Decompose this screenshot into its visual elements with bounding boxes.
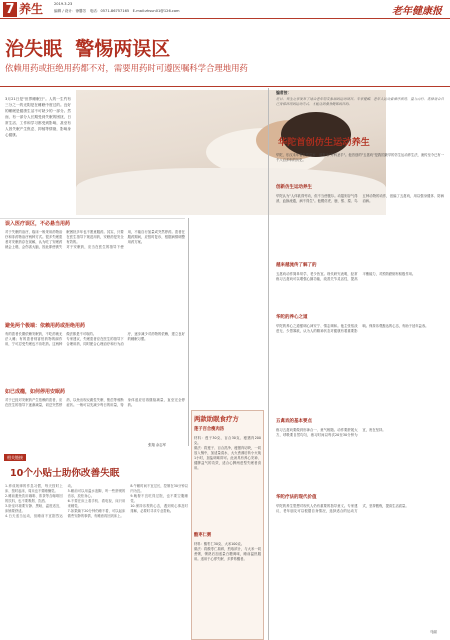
- right-section-head-2: 越来越流传了解了的: [276, 263, 317, 268]
- column-divider: [188, 218, 189, 446]
- title-rule: [0, 86, 450, 87]
- tips-body: 1.养成规律的作息习惯，每天按时上床、按时起床，周末也不要睡懒觉。 2.睡前避免饮用咖啡、浓茶等含咖啡因的饮料，也不要吸烟、饮酒。 3.卧室环境要安静、黑暗，温度适宜，床铺要舒适。 4.白天适当运动，但睡前不宜剧烈运动。 5.睡前可以用温水泡脚，听一些舒缓的音乐，放松身心。 6.不要在床上看手机、看电视，床只用来睡觉。 7.如果躺下20分钟仍睡不着，可以起床做些安静的事情，有睡意再回到床上。 8.午睡时间不宜过长，控制在30分钟以内为宜。 9.晚餐不宜吃得过饱，也不要空腹睡觉。 10.保持乐观的心态，遇到烦心事及时排解，必要时寻求专业帮助。: [5, 484, 188, 518]
- diet-recipe-a-body: 材料：莲子30克、百合30克、瘦猪肉200克。 做法：将莲子、百合洗净，瘦猪肉切块，一同放入锅中，加适量清水，大火煮沸后转小火炖1小时，加盐调味即可。此汤具有养心安神、健脾益气的功效，适合心脾两虚型失眠者食用。: [194, 436, 261, 470]
- header-rule: [0, 18, 450, 19]
- lead-title: 治失眠 警惕两误区: [5, 38, 171, 60]
- lead-section-head-3: 如已成瘾，如何停用安眠药: [5, 389, 66, 395]
- right-section-head-3: 华陀的养心之道: [276, 315, 308, 320]
- lead-section-head-2: 避免两个极端：依赖用药或拒绝用药: [5, 323, 86, 329]
- right-section-body-4: 练习五禽戏要做到形神合一、意气相随。动作要舒展大方，呼吸要自然均匀，练习时间以每次20至30分钟为宜，贵在坚持。: [276, 428, 386, 437]
- header-meta: [54, 9, 180, 14]
- lead-section-body-3: 对于已经对安眠药产生依赖的患者，应在医生的指导下逐渐减量，切忌突然停药，以免出现反跳性失眠、焦虑等戒断症状。一般可以先减少每日的用量，待身体适应后再继续减量，直至完全停药。: [5, 398, 185, 407]
- lead-section-body-2: 有的患者长期依赖安眠药，不吃药就无法入睡；有的患者则害怕药物的副作用，宁可忍受失眠也不肯吃药。这两种做法都是不可取的。 专家建议，失眠患者应在医生的指导下合理用药，同时配合心理治疗和行为治疗，逐步减少对药物的依赖，建立良好的睡眠习惯。: [5, 332, 185, 346]
- phone: 电话：0571-86757165: [89, 9, 130, 13]
- right-section-body-2: 五禽戏动作简单易学，老少皆宜。现代研究表明，经常练习五禽戏可以增强心肺功能，改善关节灵活性，提高平衡能力，对预防跌倒有积极作用。: [276, 272, 416, 281]
- right-section-head-1: 创新仿生运动养生: [276, 185, 312, 190]
- issue-date: 2019.3.23: [54, 2, 73, 6]
- masthead-logo: 老年健康报: [392, 6, 442, 17]
- tips-title: 10个小贴士助你改善失眠: [10, 468, 120, 479]
- lead-byline: 张翔 余志军: [148, 443, 167, 447]
- right-intro: 华陀，东汉末年著名医学家，被誉为"外科圣手"。他首创的"五禽戏"是我国最早的仿生运动养生法，流传至今已有一千八百多年的历史。: [276, 153, 444, 162]
- right-section-body-1: 华陀认为"人体欲得劳动，但不当使极尔。动摇则谷气得消，血脉流通，病不得生"。他模仿虎、鹿、熊、猿、鸟五种动物的动作，创编了五禽戏，用以强身健体、防病治病。: [276, 194, 444, 203]
- right-article-title: 华陀首创仿生运动养生: [278, 137, 370, 148]
- lead-section-body-1: 对于失眠的治疗，临床一般采用药物治疗和非药物治疗两种方式。很多失眠患者对安眠药存在误解，认为吃了安眠药就会上瘾，会伤害大脑，因此即使被失眠困扰多年也不愿意服药。其实，只要在医生指导下规范用药，安眠药是安全有效的。 对于安眠药，应当在医生的指导下使用，不能自行加量或突然停药。患者在服药期间，应按时复诊，根据病情调整用药方案。: [5, 230, 185, 249]
- email: E-mail:zhsun01@126.com: [132, 9, 180, 13]
- right-section-body-3: 华陀的养心之道强调心神安宁、情志调和。他主张恬淡虚无、少思寡欲，认为人的精神状态对健康有着重要影响。保持乐观豁达的心态，有助于延年益寿。: [276, 324, 429, 333]
- editor-note-title: 编者按：: [276, 90, 292, 95]
- section-name: 养生: [19, 2, 44, 16]
- right-section-head-4: 五禽戏的基本要点: [276, 419, 312, 424]
- editor-note: 近日，养生之家发布了适合老年朋友参加的运动项目。专家提醒，老年人运动要循序渐进，量力而行，选择适合自己身体状况的运动方式，才能达到强身健体的目的。: [276, 97, 444, 106]
- right-section-head-5: 华陀疗法的现代价值: [276, 495, 317, 500]
- right-divider: [268, 88, 269, 640]
- page-number: 7: [3, 2, 17, 17]
- lead-intro: 3月21日是"世界睡眠日"。人的一生约有三分之一的光阴是在睡眠中度过的。良好的睡眠是健康生活不可缺少的一部分。然而，有一部分人长期受到失眠的困扰，日常生活、工作和学习都受到影响，甚至有人因失眠产生焦虑、抑郁等情绪，影响身心健康。: [5, 97, 71, 137]
- diet-recipe-b-head: 酸枣仁粥: [194, 533, 212, 538]
- related-link-label: 相关链接: [4, 454, 26, 461]
- editor-credit: 编辑 / 设计：徐馨芳: [54, 9, 87, 13]
- lead-subtitle: 依赖用药或拒绝用药都不对，需要用药时可遵医嘱科学合理地用药: [5, 63, 248, 73]
- diet-recipe-a-head: 莲子百合瘦肉汤: [194, 427, 225, 432]
- diet-title: 两款助眠食疗方: [194, 415, 239, 423]
- lead-section-head-1: 误入医疗误区，不必悬当用药: [5, 221, 71, 227]
- section-rule: [0, 218, 185, 219]
- diet-recipe-b-body: 材料：酸枣仁30克、大米100克。 做法：将酸枣仁捣碎，煎取浓汁，与大米一同煮粥，粥熟后加适量白糖调味，睡前温热服用。适用于心悸失眠、多梦易醒者。: [194, 542, 261, 561]
- right-section-body-5: 华陀的养生思想对现代人仍有重要的指导意义。专家建议，老年朋友可以根据自身情况，选择适合的运动方式，坚持锻炼，提高生活质量。: [276, 504, 409, 513]
- right-byline: 马丽: [430, 630, 437, 634]
